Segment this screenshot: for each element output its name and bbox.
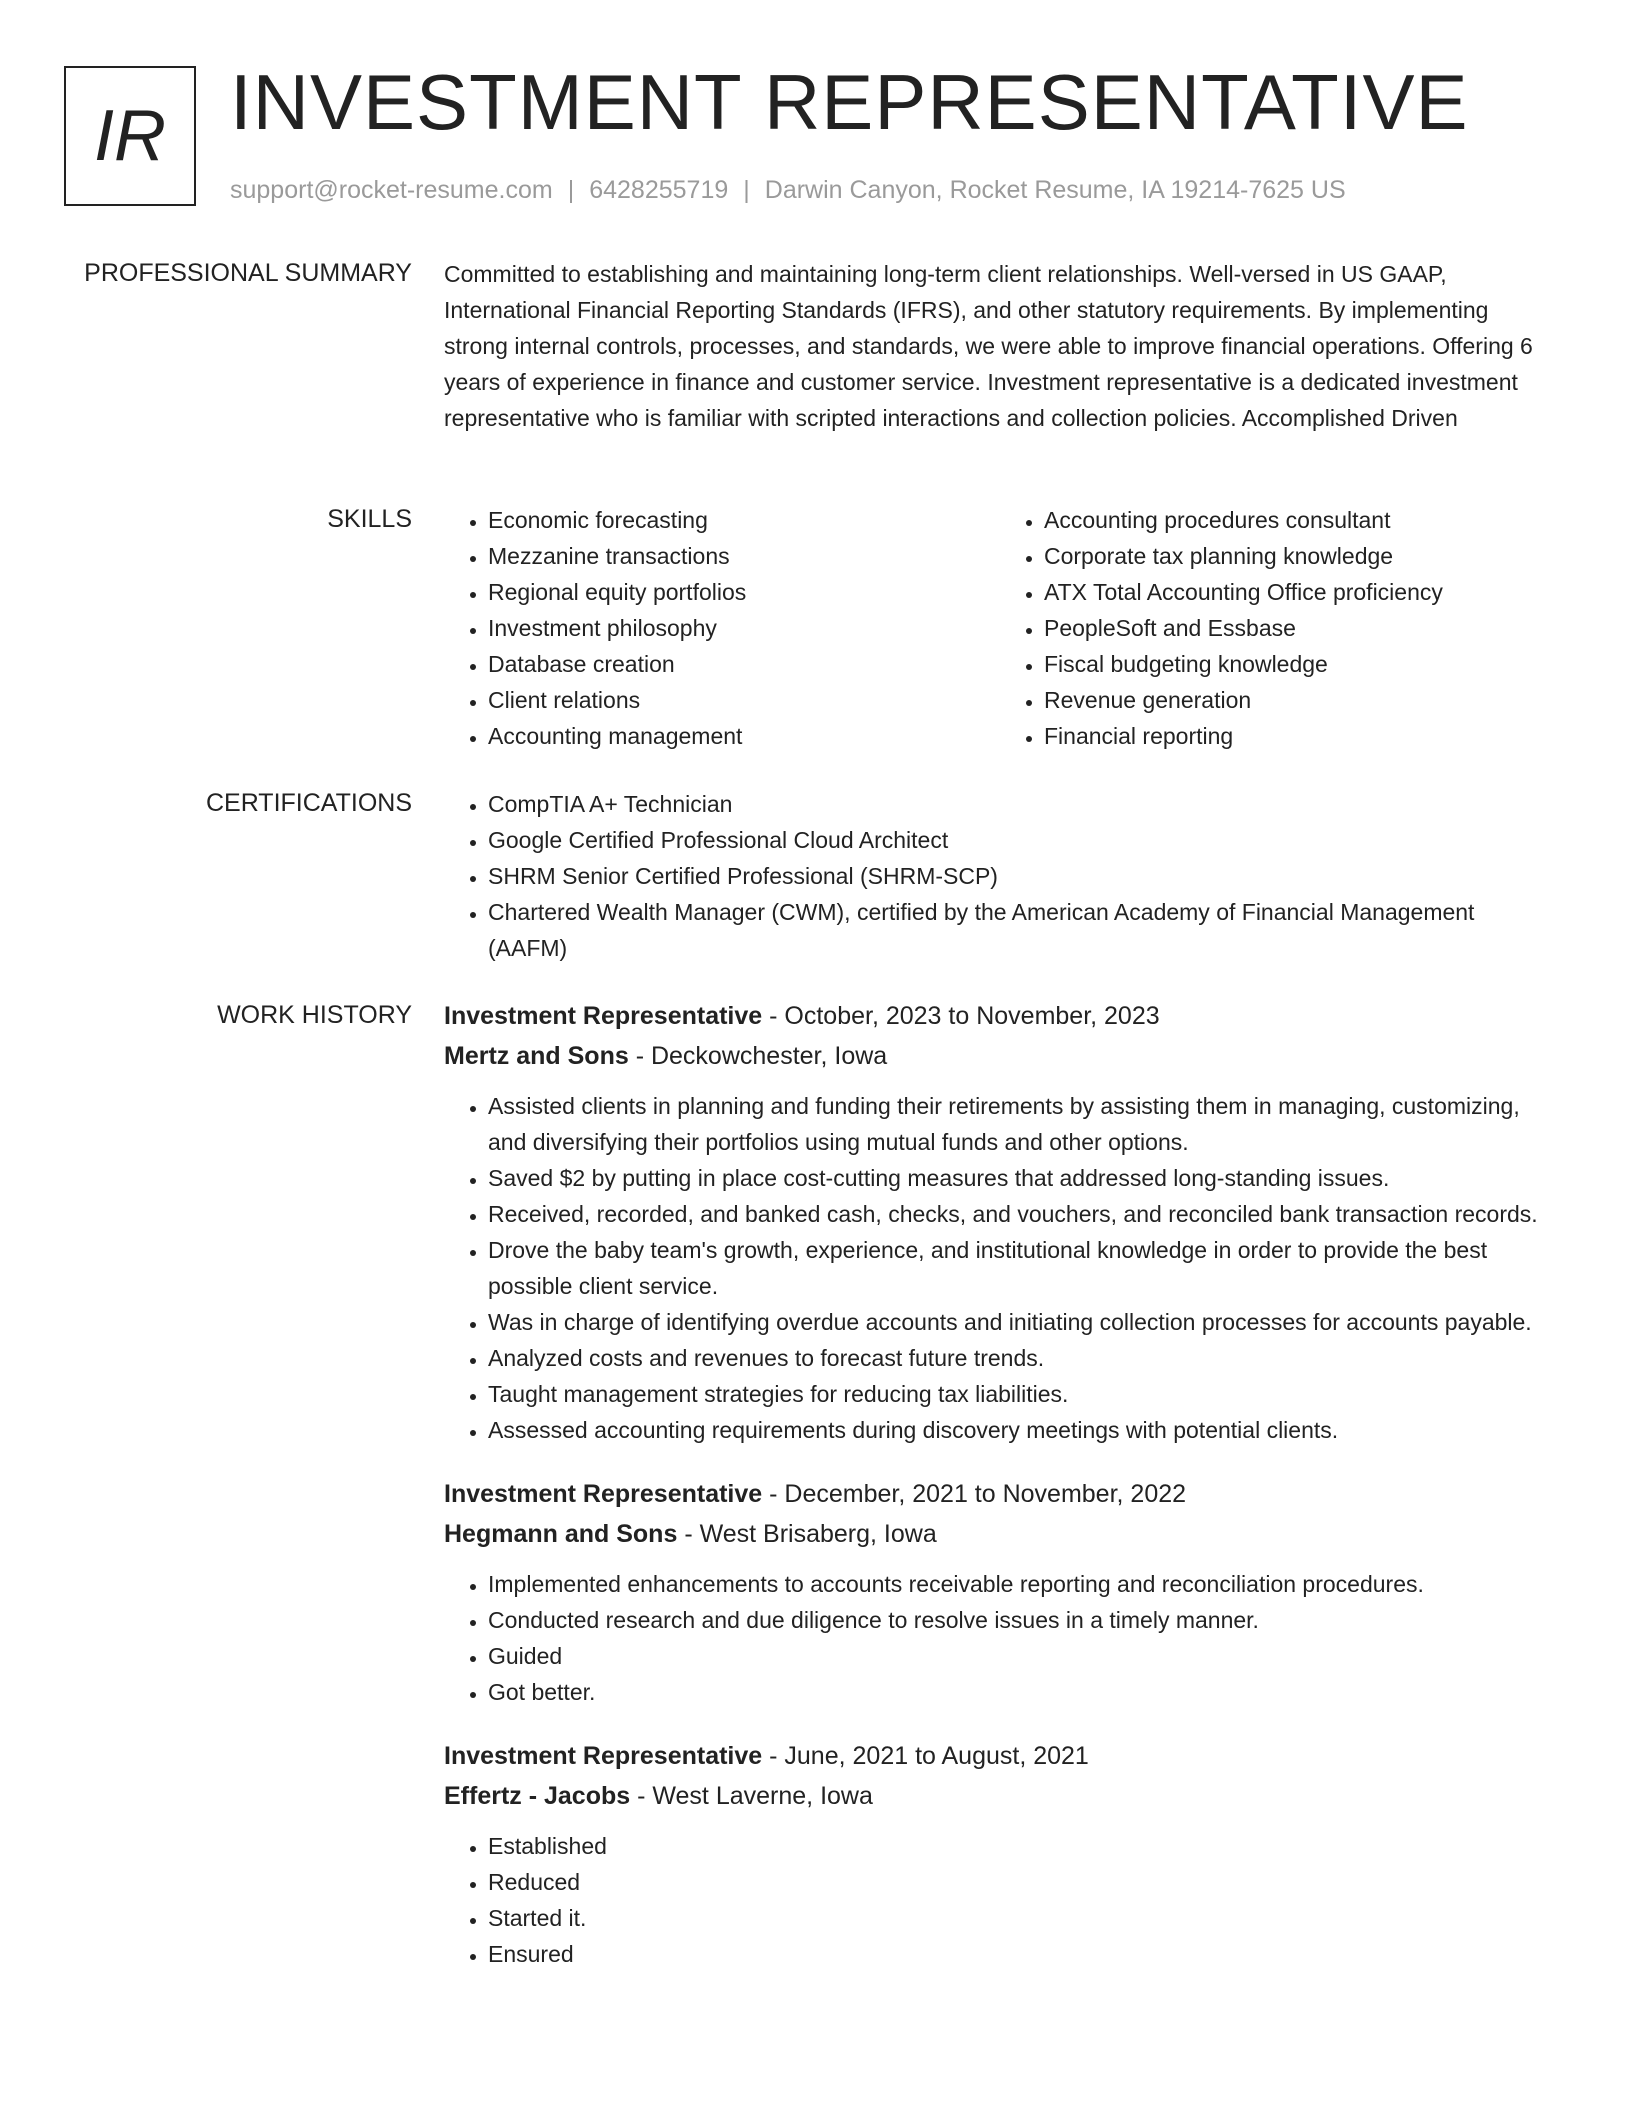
- job-dates: - December, 2021 to November, 2022: [762, 1480, 1187, 1508]
- job-title-line: [444, 996, 1556, 1036]
- job-bullets: [444, 1828, 1556, 1972]
- job-dates: - June, 2021 to August, 2021: [762, 1742, 1089, 1770]
- skill-item: • Regional equity portfolios: [488, 574, 1000, 610]
- contact-separator: |: [743, 176, 750, 204]
- skill-item: • Corporate tax planning knowledge: [1044, 538, 1556, 574]
- job-company: Mertz and Sons: [444, 1042, 629, 1070]
- job-company-line: [444, 1776, 1556, 1816]
- certification-item: • SHRM Senior Certified Professional (SHRM-SCP): [488, 858, 1556, 894]
- job-bullets: [444, 1566, 1556, 1710]
- skill-item: • Accounting management: [488, 718, 1000, 754]
- job-location: - West Brisaberg, Iowa: [677, 1520, 937, 1548]
- certifications-list: [444, 786, 1556, 966]
- skill-item: • Mezzanine transactions: [488, 538, 1000, 574]
- job-location: - Deckowchester, Iowa: [628, 1042, 888, 1070]
- skills-body: [444, 502, 1556, 754]
- job-location: - West Laverne, Iowa: [630, 1782, 873, 1810]
- certifications-heading: CERTIFICATIONS: [205, 789, 412, 817]
- skill-item: • Fiscal budgeting knowledge: [1044, 646, 1556, 682]
- job-title: Investment Representative: [444, 1480, 763, 1508]
- skill-item: • PeopleSoft and Essbase: [1044, 610, 1556, 646]
- job-bullet: • Got better.: [488, 1674, 1556, 1710]
- contact-email: support@rocket-resume.com: [230, 176, 553, 204]
- job-bullet: • Guided: [488, 1638, 1556, 1674]
- job-bullets: [444, 1088, 1556, 1448]
- job-bullet: • Implemented enhancements to accounts receivable reporting and reconciliation procedures.: [488, 1566, 1556, 1602]
- skill-item: • Database creation: [488, 646, 1000, 682]
- job-company: Effertz - Jacobs: [444, 1782, 631, 1810]
- contact-phone: 6428255719: [589, 176, 729, 204]
- job-company-line: [444, 1036, 1556, 1076]
- job-bullet: • Assessed accounting requirements during discovery meetings with potential clients.: [488, 1412, 1556, 1448]
- skills-grid: [444, 502, 1556, 754]
- job-entry: [444, 1736, 1556, 1972]
- job-bullet: • Was in charge of identifying overdue accounts and initiating collection processes for accounts payable.: [488, 1304, 1556, 1340]
- certifications-body: [444, 786, 1556, 966]
- contact-address: Darwin Canyon, Rocket Resume, IA 19214-7625 US: [764, 176, 1346, 204]
- job-bullet: • Reduced: [488, 1864, 1556, 1900]
- skill-item: • ATX Total Accounting Office proficiency: [1044, 574, 1556, 610]
- monogram-badge: IR: [64, 66, 196, 206]
- certification-item: • Chartered Wealth Manager (CWM), certified by the American Academy of Financial Management (AAFM): [488, 894, 1556, 966]
- skill-item: • Investment philosophy: [488, 610, 1000, 646]
- job-company: Hegmann and Sons: [444, 1520, 678, 1548]
- job-entry: [444, 996, 1556, 1448]
- contact-line: [230, 174, 1346, 206]
- job-dates: - October, 2023 to November, 2023: [762, 1002, 1160, 1030]
- job-bullet: • Established: [488, 1828, 1556, 1864]
- skill-item: • Financial reporting: [1044, 718, 1556, 754]
- skills-heading: SKILLS: [327, 505, 412, 533]
- job-bullet: • Assisted clients in planning and funding their retirements by assisting them in managing, customizing, and diversifying their portfolios using mutual funds and other options.: [488, 1088, 1556, 1160]
- work-history-heading: WORK HISTORY: [217, 1001, 412, 1029]
- skill-item: • Accounting procedures consultant: [1044, 502, 1556, 538]
- job-bullet: • Analyzed costs and revenues to forecast future trends.: [488, 1340, 1556, 1376]
- skill-item: • Revenue generation: [1044, 682, 1556, 718]
- summary-text: Committed to establishing and maintaining long-term client relationships. Well-versed in US GAAP, International Financial Reporting Standards (IFRS), and other statutory requirements. By implementing strong internal controls, processes, and standards, we were able to improve financial operations. Offering 6 years of experience in finance and customer service. Investment representative is a dedicated investment representative who is familiar with scripted interactions and collection policies. Accomplished Driven: [444, 261, 1533, 431]
- resume-name: INVESTMENT REPRESENTATIVE: [230, 58, 1469, 146]
- contact-separator: |: [567, 176, 575, 204]
- skill-item: • Economic forecasting: [488, 502, 1000, 538]
- certification-item: • Google Certified Professional Cloud Architect: [488, 822, 1556, 858]
- skill-item: • Client relations: [488, 682, 1000, 718]
- job-bullet: • Taught management strategies for reducing tax liabilities.: [488, 1376, 1556, 1412]
- work-history-body: [444, 996, 1556, 1998]
- summary-heading: PROFESSIONAL SUMMARY: [84, 259, 412, 287]
- job-bullet: • Started it.: [488, 1900, 1556, 1936]
- job-title: Investment Representative: [444, 1742, 763, 1770]
- job-bullet: • Conducted research and due diligence to resolve issues in a timely manner.: [488, 1602, 1556, 1638]
- job-entry: [444, 1474, 1556, 1710]
- job-bullet: • Drove the baby team's growth, experience, and institutional knowledge in order to provide the best possible client service.: [488, 1232, 1556, 1304]
- skills-list-left: [444, 502, 1000, 754]
- job-title: Investment Representative: [444, 1002, 763, 1030]
- job-bullet: • Ensured: [488, 1936, 1556, 1972]
- job-title-line: [444, 1736, 1556, 1776]
- job-title-line: [444, 1474, 1556, 1514]
- skills-list-right: [1000, 502, 1556, 754]
- job-bullet: • Received, recorded, and banked cash, checks, and vouchers, and reconciled bank transaction records.: [488, 1196, 1556, 1232]
- certification-item: • CompTIA A+ Technician: [488, 786, 1556, 822]
- job-company-line: [444, 1514, 1556, 1554]
- job-bullet: • Saved $2 by putting in place cost-cutting measures that addressed long-standing issues.: [488, 1160, 1556, 1196]
